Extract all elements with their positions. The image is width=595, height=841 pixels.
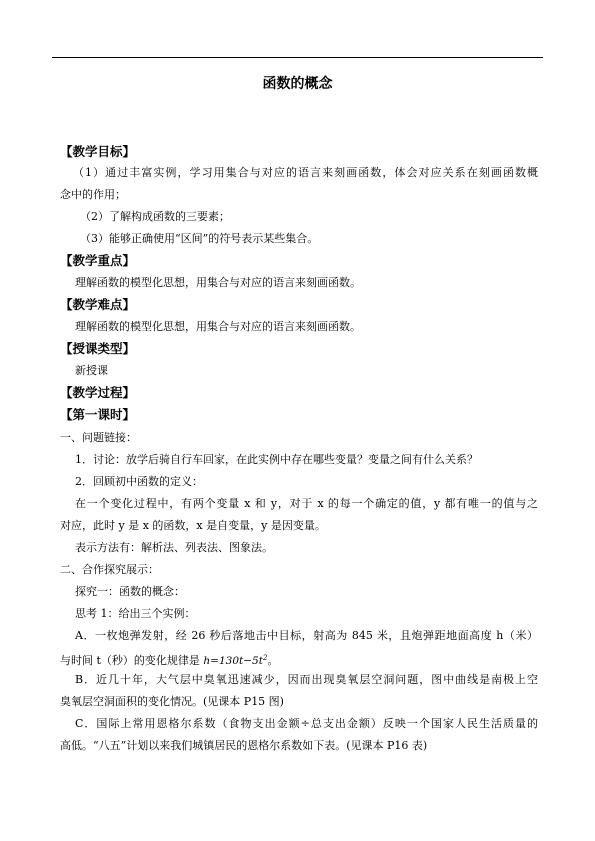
header-rule	[52, 57, 543, 58]
example-a-line-1: A．一枚炮弹发射，经 26 秒后落地击中目标，射高为 845 米，且炮弹距地面高度 h（米）	[75, 629, 538, 642]
question-1: 1．讨论：放学后骑自行车回家，在此实例中存在哪些变量？变量之间有什么关系？	[75, 453, 478, 466]
definition-line-1: 在一个变化过程中，有两个变量 x 和 y，对于 x 的每一个确定的值，y 都有唯一的值与之	[75, 497, 538, 510]
key-points-text: 理解函数的模型化思想，用集合与对应的语言来刻画函数。	[75, 276, 361, 289]
goal-item-1-line-1: （1）通过丰富实例，学习用集合与对应的语言来刻画函数，体会对应关系在刻画函数概	[73, 166, 538, 179]
example-a-line-2	[60, 651, 278, 668]
goal-item-3: （3）能够正确使用“区间”的符号表示某些集合。	[80, 232, 319, 245]
example-c-line-2: 高低。“八五”计划以来我们城镇居民的恩格尔系数如下表。(见课本 P16 表)	[60, 739, 428, 752]
lesson-type-text: 新授课	[75, 364, 108, 377]
height-formula-exponent: 2	[262, 654, 268, 662]
example-c-line-1: C．国际上常用恩格尔系数（食物支出金额÷总支出金额）反映一个国家人民生活质量的	[75, 717, 538, 730]
goal-item-1-line-2: 念中的作用；	[60, 188, 126, 201]
section-heading-difficulties: 【教学难点】	[60, 297, 136, 312]
example-b-line-2: 臭氧层空洞面积的变化情况。(见课本 P15 图)	[60, 695, 284, 708]
goal-item-2: （2）了解构成函数的三要素；	[80, 210, 230, 223]
section-heading-first-lesson: 【第一课时】	[60, 407, 136, 422]
section-heading-goals: 【教学目标】	[60, 144, 136, 159]
question-2: 2．回顾初中函数的定义：	[75, 475, 203, 488]
think-1-heading: 思考 1：给出三个实例：	[75, 607, 196, 620]
part-two-heading: 二、合作探究展示：	[60, 563, 159, 576]
exploration-1-heading: 探究一：函数的概念：	[75, 585, 185, 598]
example-a-lead-text: 与时间 t（秒）的变化规律是	[60, 654, 200, 667]
page-title: 函数的概念	[262, 76, 333, 92]
part-one-heading: 一、问题链接：	[60, 431, 137, 444]
difficulties-text: 理解函数的模型化思想，用集合与对应的语言来刻画函数。	[75, 320, 361, 333]
height-formula-body: h=130t−5t	[203, 655, 263, 667]
example-b-line-1: B．近几十年，大气层中臭氧迅速减少，因而出现臭氧层空洞问题，图中曲线是南极上空	[75, 673, 538, 686]
representation-methods: 表示方法有：解析法、列表法、图象法。	[75, 541, 273, 554]
section-heading-key-points: 【教学重点】	[60, 253, 136, 268]
definition-line-2: 对应，此时 y 是 x 的函数，x 是自变量，y 是因变量。	[60, 519, 326, 532]
section-heading-lesson-type: 【授课类型】	[60, 341, 136, 356]
height-formula	[203, 655, 267, 667]
section-heading-process: 【教学过程】	[60, 385, 136, 400]
example-a-end-punct: 。	[267, 654, 279, 667]
